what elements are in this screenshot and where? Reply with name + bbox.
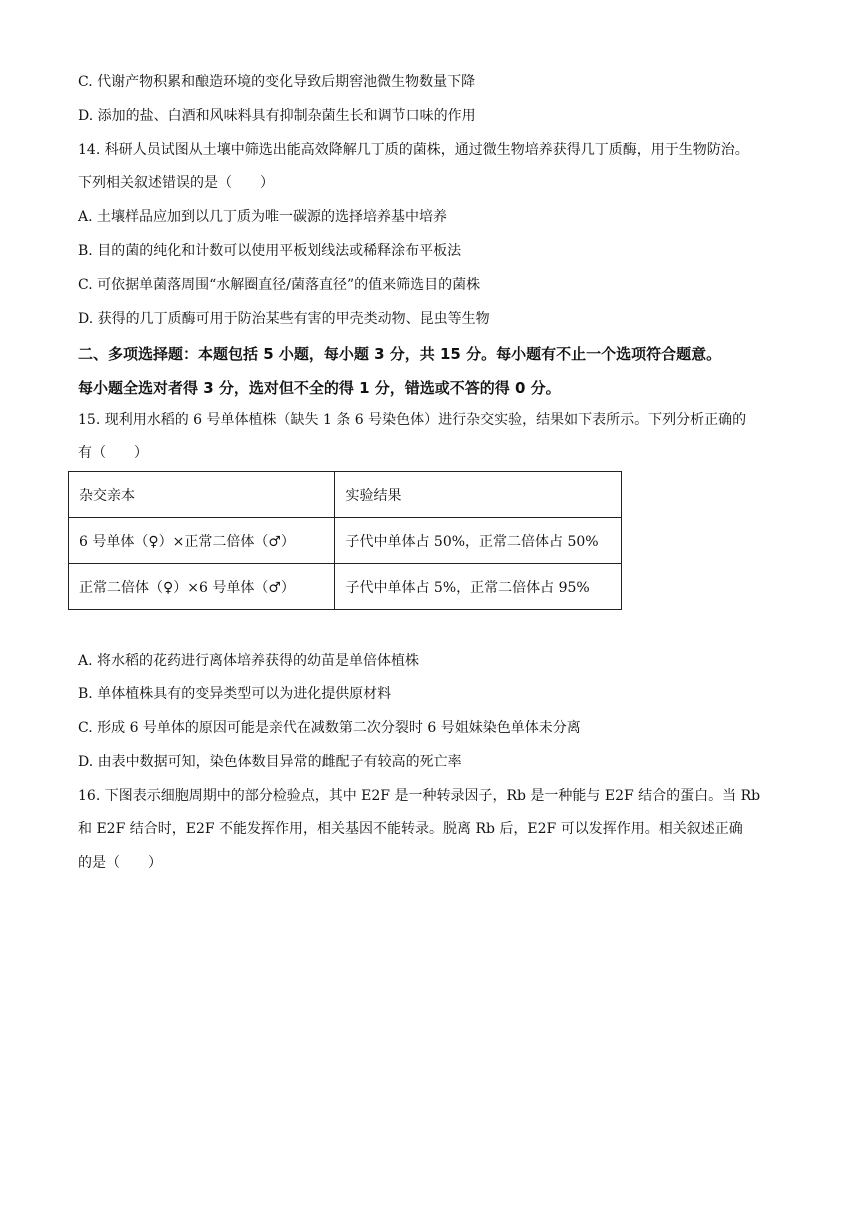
q16-stem-line2: 和 E2F 结合时，E2F 不能发挥作用，相关基因不能转录。脱离 Rb 后，E2F 可以发挥作用。相关叙述正确: [78, 821, 743, 837]
q14-stem-line1: 14. 科研人员试图从土壤中筛选出能高效降解几丁质的菌株，通过微生物培养获得几丁质酶，用于生物防治。: [78, 142, 749, 158]
q14-option-a: A. 土壤样品应加到以几丁质为唯一碳源的选择培养基中培养: [78, 209, 448, 225]
q14-option-d: D. 获得的几丁质酶可用于防治某些有害的甲壳类动物、昆虫等生物: [78, 311, 490, 327]
table-header-parents: 杂交亲本: [69, 472, 335, 518]
q15-stem-line1: 15. 现利用水稻的 6 号单体植株（缺失 1 条 6 号染色体）进行杂交实验，结果如下表所示。下列分析正确的: [78, 412, 747, 428]
q15-stem-line2: 有（ ）: [78, 445, 148, 461]
q14-stem-line2: 下列相关叙述错误的是（ ）: [78, 175, 274, 191]
cross-result-table: [68, 471, 622, 610]
section2-heading-line2: 每小题全选对者得 3 分，选对但不全的得 1 分，错选或不答的得 0 分。: [78, 379, 561, 397]
table-cell: 正常二倍体（♀）×6 号单体（♂）: [69, 564, 335, 610]
q15-option-c: C. 形成 6 号单体的原因可能是亲代在减数第二次分裂时 6 号姐妹染色单体未分离: [78, 720, 581, 736]
table-header-row: [69, 472, 622, 518]
q16-stem-line1: 16. 下图表示细胞周期中的部分检验点，其中 E2F 是一种转录因子，Rb 是一种能与 E2F 结合的蛋白。当 Rb: [78, 788, 761, 804]
section2-heading-line1: 二、多项选择题：本题包括 5 小题，每小题 3 分，共 15 分。每小题有不止一个选项符合题意。: [78, 345, 722, 363]
q14-option-c: C. 可依据单菌落周围“水解圈直径/菌落直径”的值来筛选目的菌株: [78, 277, 481, 293]
table-cell: 子代中单体占 5%，正常二倍体占 95%: [335, 564, 622, 610]
table-cell: 6 号单体（♀）×正常二倍体（♂）: [69, 518, 335, 564]
q14-option-b: B. 目的菌的纯化和计数可以使用平板划线法或稀释涂布平板法: [78, 243, 462, 259]
q15-option-b: B. 单体植株具有的变异类型可以为进化提供原材料: [78, 686, 392, 702]
q16-stem-line3: 的是（ ）: [78, 855, 162, 871]
table-row: [69, 564, 622, 610]
q15-option-a: A. 将水稻的花药进行离体培养获得的幼苗是单倍体植株: [78, 653, 420, 669]
q15-option-d: D. 由表中数据可知，染色体数目异常的雌配子有较高的死亡率: [78, 754, 462, 770]
q13-option-c: C. 代谢产物积累和酿造环境的变化导致后期窖池微生物数量下降: [78, 74, 476, 90]
table-header-results: 实验结果: [335, 472, 622, 518]
table-cell: 子代中单体占 50%，正常二倍体占 50%: [335, 518, 622, 564]
q13-option-d: D. 添加的盐、白酒和风味料具有抑制杂菌生长和调节口味的作用: [78, 108, 476, 124]
table-row: [69, 518, 622, 564]
